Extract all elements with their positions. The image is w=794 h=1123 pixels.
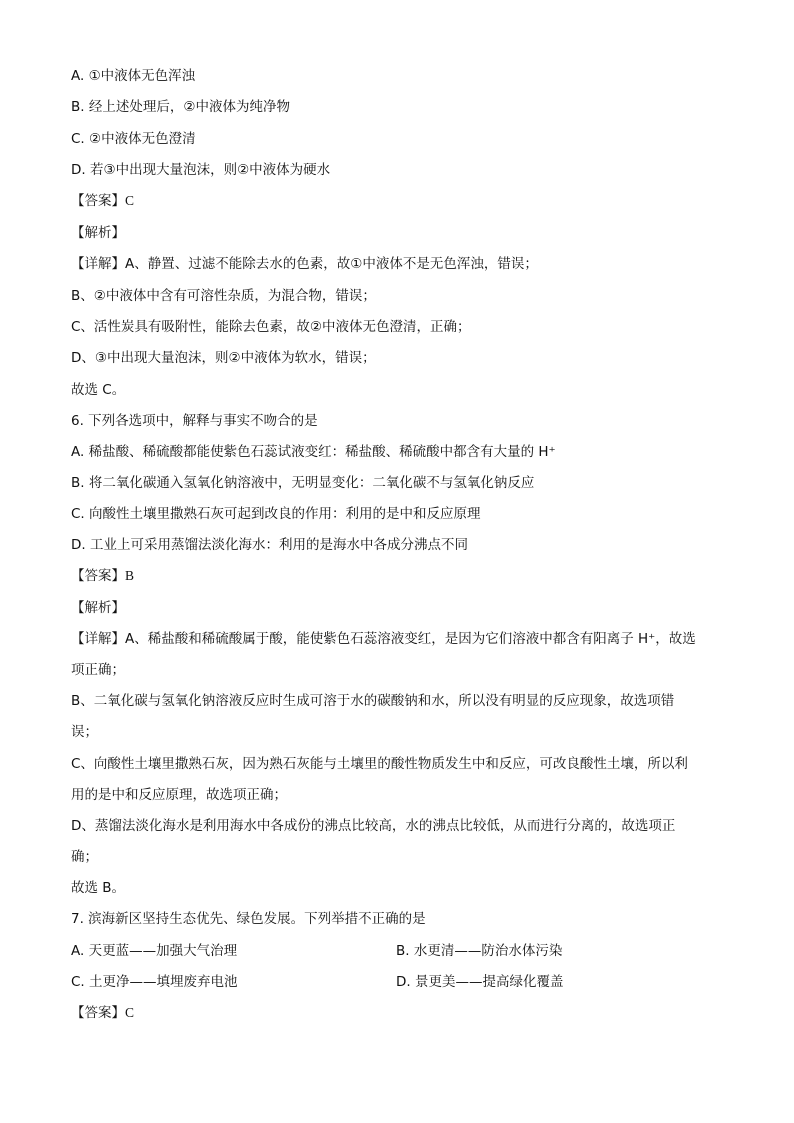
- q5-detail-line: C、活性炭具有吸附性，能除去色素，故②中液体无色澄清，正确；: [71, 319, 471, 335]
- q6-detail-line: C、向酸性土壤里撒熟石灰，因为熟石灰能与土壤里的酸性物质发生中和反应，可改良酸性土壤，所以利: [71, 756, 688, 772]
- q6-conclusion: 故选 B。: [71, 880, 126, 896]
- q5-option-a: A. ①中液体无色浑浊: [71, 68, 196, 84]
- q6-detail-line: B、二氧化碳与氢氧化钠溶液反应时生成可溶于水的碳酸钠和水，所以没有明显的反应现象，故选项错: [71, 693, 675, 709]
- answer-value: C: [125, 193, 135, 208]
- q6-detail-line: 用的是中和反应原理，故选项正确；: [71, 787, 287, 803]
- q5-detail-line: B、②中液体中含有可溶性杂质，为混合物，错误；: [71, 288, 376, 304]
- q5-detail-line: [71, 255, 538, 273]
- q5-option-c: C. ②中液体无色澄清: [71, 131, 196, 147]
- q6-answer: [71, 567, 134, 585]
- detail-text: A、稀盐酸和稀硫酸属于酸，能使紫色石蕊溶液变红，是因为它们溶液中都含有阳离子 H⁺，故选: [125, 631, 696, 647]
- q5-conclusion: 故选 C。: [71, 382, 126, 398]
- detail-text: A、静置、过滤不能除去水的色素，故①中液体不是无色浑浊，错误；: [125, 256, 538, 272]
- q7-option-c: C. 土更净——填埋废弃电池: [71, 974, 238, 990]
- q7-answer: [71, 1004, 134, 1022]
- q6-option-d: D. 工业上可采用蒸馏法淡化海水：利用的是海水中各成分沸点不同: [71, 537, 468, 553]
- q6-option-c: C. 向酸性土壤里撒熟石灰可起到改良的作用：利用的是中和反应原理: [71, 506, 481, 522]
- q6-stem: 6. 下列各选项中，解释与事实不吻合的是: [71, 413, 318, 429]
- q6-option-a: A. 稀盐酸、稀硫酸都能使紫色石蕊试液变红：稀盐酸、稀硫酸中都含有大量的 H⁺: [71, 444, 556, 460]
- q6-option-b: B. 将二氧化碳通入氢氧化钠溶液中，无明显变化：二氧化碳不与氢氧化钠反应: [71, 475, 535, 491]
- answer-value: C: [125, 1005, 135, 1020]
- q7-stem: 7. 滨海新区坚持生态优先、绿色发展。下列举措不正确的是: [71, 911, 426, 927]
- q6-detail-line: 误；: [71, 724, 98, 740]
- q5-option-d: D. 若③中出现大量泡沫，则②中液体为硬水: [71, 162, 331, 178]
- q5-analysis-heading: 【解析】: [71, 225, 125, 241]
- q7-option-a: A. 天更蓝——加强大气治理: [71, 943, 238, 959]
- answer-tag: 【答案】: [71, 193, 125, 209]
- q5-detail-line: D、③中出现大量泡沫，则②中液体为软水，错误；: [71, 350, 376, 366]
- q5-option-b: B. 经上述处理后，②中液体为纯净物: [71, 99, 290, 115]
- q6-detail-line: 确；: [71, 849, 98, 865]
- detail-tag: 【详解】: [71, 631, 125, 647]
- q7-option-d: D. 景更美——提高绿化覆盖: [396, 974, 564, 990]
- answer-value: B: [125, 568, 135, 583]
- q6-detail-line: D、蒸馏法淡化海水是利用海水中各成份的沸点比较高，水的沸点比较低，从而进行分离的，故选项正: [71, 818, 676, 834]
- answer-tag: 【答案】: [71, 1005, 125, 1021]
- answer-tag: 【答案】: [71, 568, 125, 584]
- q6-detail-line: [71, 630, 696, 648]
- q6-analysis-heading: 【解析】: [71, 600, 125, 616]
- q6-detail-line: 项正确；: [71, 662, 125, 678]
- detail-tag: 【详解】: [71, 256, 125, 272]
- q7-option-b: B. 水更清——防治水体污染: [396, 943, 563, 959]
- q5-answer: [71, 192, 134, 210]
